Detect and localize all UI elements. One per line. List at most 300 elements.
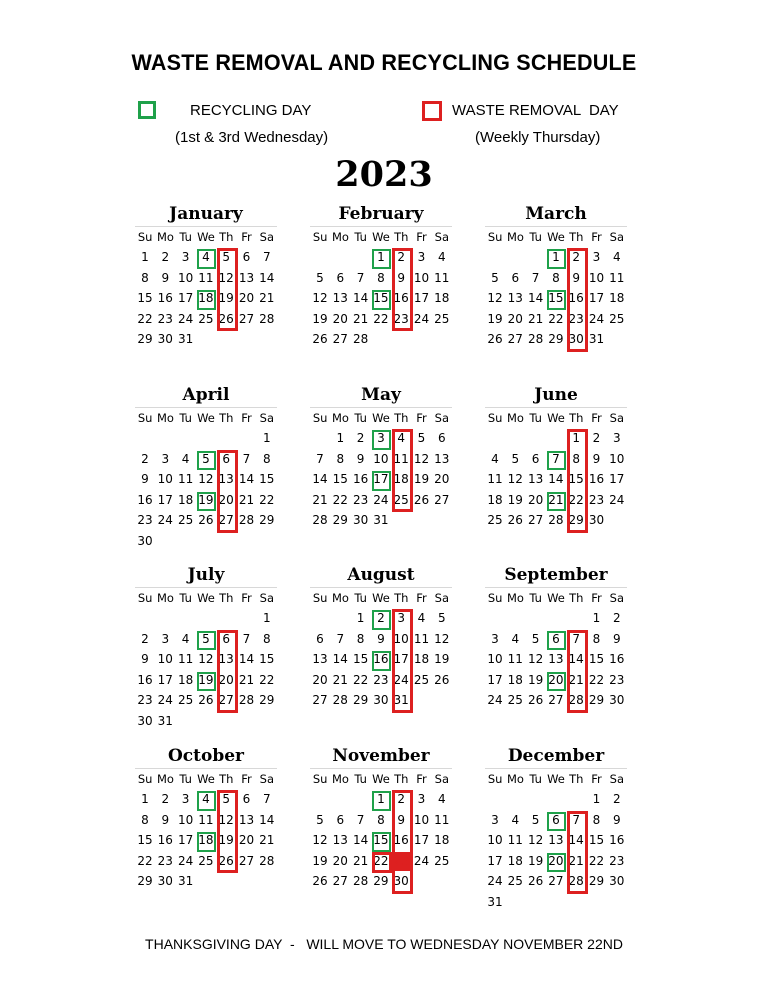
weekday-header: Tu: [179, 411, 192, 425]
calendar-day: 16: [609, 652, 625, 667]
calendar-day: 6: [437, 431, 446, 445]
calendar-day: 1: [356, 611, 365, 625]
calendar-day: 18: [198, 833, 214, 848]
calendar-day: 9: [612, 812, 621, 827]
calendar-day: 29: [137, 332, 153, 347]
calendar-day: 27: [507, 332, 523, 347]
calendar-day: 9: [572, 270, 580, 285]
calendar-day: 19: [413, 472, 430, 487]
calendar-day: 22: [373, 853, 389, 868]
calendar-day: 24: [157, 693, 173, 708]
weekday-header: Sa: [434, 411, 449, 425]
calendar-day: 1: [336, 431, 345, 445]
calendar-day: 5: [222, 250, 230, 264]
calendar-day: 24: [487, 874, 503, 889]
calendar-day: 30: [157, 874, 173, 889]
weekday-header: Tu: [354, 411, 367, 425]
weekday-header-row: [310, 226, 452, 248]
weekday-header: Sa: [259, 772, 274, 786]
calendar-day: 26: [487, 332, 503, 347]
calendar-day: 20: [218, 492, 234, 507]
weekday-header-row: [485, 407, 627, 429]
calendar-day: 12: [218, 270, 234, 285]
calendar-day: 27: [527, 513, 544, 528]
calendar-day: 27: [548, 874, 564, 889]
calendar-day: 8: [377, 270, 385, 285]
weekday-header: Sa: [259, 411, 274, 425]
calendar-day: 13: [548, 833, 564, 848]
calendar-day: 24: [157, 513, 173, 528]
calendar-day: 29: [259, 513, 275, 528]
calendar-day: 4: [202, 792, 210, 806]
calendar-day: 18: [177, 492, 194, 507]
calendar-day: 25: [434, 311, 450, 326]
calendar-day: 2: [612, 611, 621, 625]
weekday-header: We: [197, 411, 215, 425]
month-name: February: [338, 204, 424, 224]
days-grid: [135, 248, 277, 353]
calendar-day: 16: [568, 291, 584, 306]
calendar-day: 16: [157, 291, 173, 306]
calendar-day: 3: [491, 812, 499, 827]
calendar-day: 13: [218, 472, 234, 487]
weekday-header: Tu: [529, 772, 542, 786]
calendar-day: 14: [238, 652, 255, 667]
calendar-day: 9: [356, 451, 365, 466]
calendar-day: 3: [161, 451, 170, 466]
weekday-header: Mo: [331, 411, 349, 425]
calendar-day: 26: [312, 332, 328, 347]
calendar-day: 20: [238, 833, 255, 848]
month-name: May: [361, 385, 401, 405]
weekday-header: Sa: [609, 230, 624, 244]
weekday-header: We: [197, 230, 215, 244]
calendar-day: 25: [507, 874, 523, 889]
weekday-header: Su: [137, 772, 153, 786]
calendar-day: 5: [316, 812, 324, 827]
calendar-day: 16: [609, 833, 625, 848]
calendar-day: 14: [568, 833, 584, 848]
month-name: October: [167, 746, 244, 766]
calendar-day: 1: [141, 250, 149, 264]
weekday-header: Fr: [416, 591, 427, 605]
calendar-day: 30: [352, 513, 369, 528]
calendar-day: 7: [262, 792, 271, 806]
month-july: [135, 563, 277, 735]
calendar-day: 1: [141, 792, 149, 806]
calendar-day: 23: [137, 513, 153, 528]
calendar-day: 26: [218, 311, 234, 326]
calendar-day: 19: [218, 833, 234, 848]
weekday-header: Su: [487, 591, 503, 605]
calendar-day: 6: [242, 792, 251, 806]
calendar-day: 2: [397, 250, 405, 264]
calendar-day: 27: [548, 693, 564, 708]
calendar-day: 25: [507, 693, 523, 708]
calendar-day: 18: [413, 652, 430, 667]
calendar-day: 14: [548, 472, 564, 487]
calendar-day: 6: [242, 250, 251, 264]
calendar-day: 4: [397, 431, 405, 445]
days-grid: [485, 790, 627, 916]
weekday-header: Fr: [591, 411, 602, 425]
weekday-header-row: [485, 226, 627, 248]
calendar-day: 25: [609, 311, 625, 326]
calendar-day: 15: [373, 833, 389, 848]
calendar-day: 28: [352, 332, 369, 347]
calendar-day: 15: [373, 291, 389, 306]
calendar-day: 21: [332, 672, 348, 687]
calendar-day: 6: [336, 270, 345, 285]
calendar-day: 29: [352, 693, 369, 708]
calendar-day: 17: [177, 291, 194, 306]
calendar-day: 31: [487, 895, 503, 909]
calendar-day: 7: [356, 812, 365, 827]
weekday-header: Fr: [241, 230, 252, 244]
calendar-day: 27: [332, 332, 348, 347]
calendar-day: 9: [161, 812, 170, 827]
month-august: [310, 563, 452, 714]
calendar-day: 8: [592, 631, 601, 646]
month-name: April: [182, 385, 230, 405]
days-grid: [485, 248, 627, 353]
calendar-day: 8: [356, 631, 365, 646]
month-name: March: [525, 204, 587, 224]
weekday-header: Mo: [331, 591, 349, 605]
weekday-header: Tu: [179, 230, 192, 244]
calendar-day: 15: [137, 833, 153, 848]
weekday-header: We: [547, 591, 565, 605]
calendar-day: 25: [198, 311, 214, 326]
weekday-header: Mo: [506, 591, 524, 605]
calendar-day: 2: [161, 792, 170, 806]
calendar-day: 11: [413, 631, 430, 646]
calendar-day: 4: [181, 451, 190, 466]
weekday-header: Tu: [529, 230, 542, 244]
calendar-day: 10: [157, 472, 173, 487]
calendar-day: 7: [316, 451, 324, 466]
weekday-header: We: [197, 591, 215, 605]
month-name: January: [169, 204, 243, 224]
calendar-day: 17: [157, 672, 173, 687]
calendar-day: 15: [332, 472, 348, 487]
weekday-header: Fr: [591, 591, 602, 605]
calendar-day: 14: [259, 812, 275, 827]
calendar-day: 27: [434, 492, 450, 507]
calendar-day: 9: [397, 270, 405, 285]
calendar-day: 10: [413, 270, 430, 285]
month-name: November: [332, 746, 430, 766]
calendar-day: 4: [511, 812, 520, 827]
calendar-day: 28: [527, 332, 544, 347]
calendar-day: 3: [491, 631, 499, 646]
calendar-day: 17: [588, 291, 605, 306]
calendar-day: 3: [161, 631, 170, 646]
calendar-day: 22: [259, 672, 275, 687]
month-december: [485, 744, 627, 916]
weekday-header-row: [485, 587, 627, 609]
calendar-day: 20: [507, 311, 523, 326]
calendar-day: 13: [238, 812, 255, 827]
days-grid: [310, 429, 452, 534]
weekday-header: Tu: [179, 772, 192, 786]
calendar-day: 12: [487, 291, 503, 306]
weekday-header: Sa: [609, 772, 624, 786]
calendar-day: 11: [507, 652, 523, 667]
weekday-header: We: [547, 772, 565, 786]
calendar-day: 17: [157, 492, 173, 507]
calendar-day: 24: [413, 853, 430, 868]
weekday-header: Tu: [354, 230, 367, 244]
calendar-day: 7: [552, 451, 560, 466]
calendar-day: 12: [413, 451, 430, 466]
calendar-day: 23: [157, 853, 173, 868]
calendar-day: 22: [588, 853, 605, 868]
days-grid: [135, 429, 277, 555]
calendar-day: 31: [177, 874, 194, 889]
waste-legend-subtitle: (Weekly Thursday): [475, 129, 601, 146]
calendar-day: 26: [312, 874, 328, 889]
calendar-day: 30: [373, 693, 389, 708]
calendar-day: 18: [609, 291, 625, 306]
weekday-header: Su: [312, 230, 328, 244]
month-name: August: [347, 565, 415, 585]
weekday-header: Sa: [609, 411, 624, 425]
month-april: [135, 383, 277, 555]
weekday-header: Th: [219, 230, 234, 244]
calendar-day: 15: [352, 652, 369, 667]
calendar-day: 18: [507, 853, 523, 868]
weekday-header: Mo: [506, 230, 524, 244]
weekday-header: Su: [137, 591, 153, 605]
calendar-day: 19: [487, 311, 503, 326]
calendar-day: 13: [507, 291, 523, 306]
calendar-day: 6: [511, 270, 520, 285]
weekday-header: Fr: [591, 230, 602, 244]
weekday-header: Fr: [591, 772, 602, 786]
calendar-day: 21: [259, 291, 275, 306]
calendar-day: 21: [238, 672, 255, 687]
weekday-header: Sa: [259, 591, 274, 605]
calendar-day: 12: [527, 652, 544, 667]
calendar-day: 3: [181, 792, 190, 806]
calendar-day: 8: [552, 270, 560, 285]
calendar-day: 23: [588, 492, 605, 507]
calendar-day: 1: [592, 792, 601, 806]
calendar-day: 27: [218, 513, 234, 528]
days-grid: [485, 429, 627, 534]
weekday-header-row: [485, 768, 627, 790]
weekday-header: Sa: [259, 230, 274, 244]
calendar-day: 29: [259, 693, 275, 708]
calendar-day: 23: [393, 311, 409, 326]
calendar-day: 1: [262, 611, 271, 625]
calendar-day: 20: [312, 672, 328, 687]
calendar-day: 16: [373, 652, 389, 667]
calendar-day: 14: [238, 472, 255, 487]
weekday-header: Th: [219, 411, 234, 425]
calendar-day: 15: [588, 833, 605, 848]
weekday-header: Fr: [416, 411, 427, 425]
calendar-day: 26: [527, 693, 544, 708]
calendar-day: 27: [218, 693, 234, 708]
calendar-day: 8: [592, 812, 601, 827]
calendar-day: 25: [487, 513, 503, 528]
calendar-day: 17: [413, 291, 430, 306]
calendar-day: 27: [332, 874, 348, 889]
calendar-day: 24: [588, 311, 605, 326]
calendar-day: 4: [417, 611, 426, 625]
calendar-day: 19: [198, 492, 214, 507]
calendar-day: 8: [377, 812, 385, 827]
calendar-day: 15: [259, 652, 275, 667]
calendar-day: 3: [397, 611, 405, 625]
calendar-day: 10: [609, 451, 625, 466]
calendar-day: 17: [373, 472, 389, 487]
weekday-header: Mo: [156, 411, 174, 425]
calendar-day: 11: [434, 812, 450, 827]
calendar-day: 16: [352, 472, 369, 487]
weekday-header: Mo: [156, 591, 174, 605]
calendar-day: 31: [373, 513, 389, 528]
month-name: July: [187, 565, 225, 585]
calendar-day: 18: [434, 291, 450, 306]
month-name: June: [534, 385, 578, 405]
calendar-day: 16: [393, 833, 409, 848]
calendar-day: 4: [437, 792, 446, 806]
month-name: September: [504, 565, 608, 585]
weekday-header: Th: [569, 230, 584, 244]
calendar-day: 27: [312, 693, 328, 708]
calendar-day: 19: [198, 672, 214, 687]
weekday-header: Su: [487, 411, 503, 425]
calendar-day: 14: [568, 652, 584, 667]
weekday-header: Fr: [241, 772, 252, 786]
calendar-day: 6: [222, 631, 230, 646]
calendar-day: 18: [487, 492, 503, 507]
weekday-header: Th: [569, 591, 584, 605]
calendar-day: 20: [548, 853, 564, 868]
calendar-day: 29: [373, 874, 389, 889]
calendar-day: 9: [612, 631, 621, 646]
calendar-day: 24: [177, 311, 194, 326]
calendar-day: 8: [141, 270, 149, 285]
calendar-day: 22: [373, 311, 389, 326]
calendar-day: 22: [332, 492, 348, 507]
calendar-day: 26: [218, 853, 234, 868]
calendar-day: 2: [141, 631, 149, 646]
calendar-day: 21: [312, 492, 328, 507]
weekday-header: Fr: [241, 591, 252, 605]
weekday-header: Sa: [434, 230, 449, 244]
calendar-day: 4: [511, 631, 520, 646]
calendar-day: 26: [198, 513, 214, 528]
calendar-day: 19: [527, 672, 544, 687]
weekday-header: We: [372, 772, 390, 786]
calendar-day: 2: [612, 792, 621, 806]
calendar-day: 11: [198, 812, 214, 827]
calendar-day: 25: [393, 492, 409, 507]
month-february: [310, 202, 452, 353]
month-january: [135, 202, 277, 353]
calendar-day: 25: [413, 672, 430, 687]
calendar-day: 2: [377, 611, 385, 625]
calendar-day: 22: [548, 311, 564, 326]
weekday-header: Sa: [434, 772, 449, 786]
weekday-header: Su: [487, 772, 503, 786]
calendar-day: 5: [531, 812, 540, 827]
calendar-day: 28: [568, 693, 584, 708]
month-march: [485, 202, 627, 353]
calendar-day: 10: [177, 812, 194, 827]
calendar-day: 18: [507, 672, 523, 687]
calendar-day: 23: [157, 311, 173, 326]
calendar-day: 13: [548, 652, 564, 667]
calendar-day: 11: [177, 652, 194, 667]
calendar-day: 24: [609, 492, 625, 507]
weekday-header-row: [135, 587, 277, 609]
calendar-day: 29: [588, 874, 605, 889]
calendar-day: 12: [198, 652, 214, 667]
calendar-day: 23: [352, 492, 369, 507]
weekday-header-row: [135, 407, 277, 429]
calendar-day: 1: [592, 611, 601, 625]
calendar-day: 30: [137, 714, 153, 728]
calendar-day: 3: [181, 250, 190, 264]
calendar-day: 2: [592, 431, 601, 445]
calendar-day: 12: [507, 472, 523, 487]
calendar-day: 22: [259, 492, 275, 507]
calendar-day: 20: [238, 291, 255, 306]
calendar-day: 15: [548, 291, 564, 306]
calendar-day: 5: [417, 431, 426, 445]
calendar-day: 25: [434, 853, 450, 868]
calendar-day: 6: [336, 812, 345, 827]
thanksgiving-notice: THANKSGIVING DAY - WILL MOVE TO WEDNESDAY NOVEMBER 22ND: [145, 936, 623, 952]
month-september: [485, 563, 627, 714]
weekday-header: Fr: [416, 772, 427, 786]
calendar-day: 29: [137, 874, 153, 889]
calendar-day: 30: [609, 874, 625, 889]
calendar-day: 11: [177, 472, 194, 487]
weekday-header: We: [547, 230, 565, 244]
weekday-header: Su: [312, 772, 328, 786]
calendar-day: 26: [527, 874, 544, 889]
calendar-day: 14: [312, 472, 328, 487]
calendar-day: 21: [568, 853, 584, 868]
calendar-day: 9: [141, 472, 149, 487]
calendar-day: 7: [242, 451, 251, 466]
calendar-day: 23: [609, 853, 625, 868]
calendar-day: 9: [592, 451, 601, 466]
calendar-day: 9: [397, 812, 405, 827]
calendar-day: 12: [434, 631, 450, 646]
calendar-day: 23: [609, 672, 625, 687]
calendar-day: 30: [157, 332, 173, 347]
thanksgiving-blocked-day: 23: [391, 852, 411, 871]
calendar-day: 19: [507, 492, 523, 507]
recycling-legend-label: RECYCLING DAY: [190, 102, 312, 119]
weekday-header: Tu: [179, 591, 192, 605]
month-name: December: [507, 746, 605, 766]
weekday-header: Th: [394, 230, 409, 244]
calendar-day: 3: [377, 431, 385, 445]
calendar-day: 27: [238, 311, 255, 326]
weekday-header: Su: [137, 411, 153, 425]
calendar-day: 22: [588, 672, 605, 687]
calendar-day: 10: [177, 270, 194, 285]
calendar-day: 24: [393, 672, 409, 687]
